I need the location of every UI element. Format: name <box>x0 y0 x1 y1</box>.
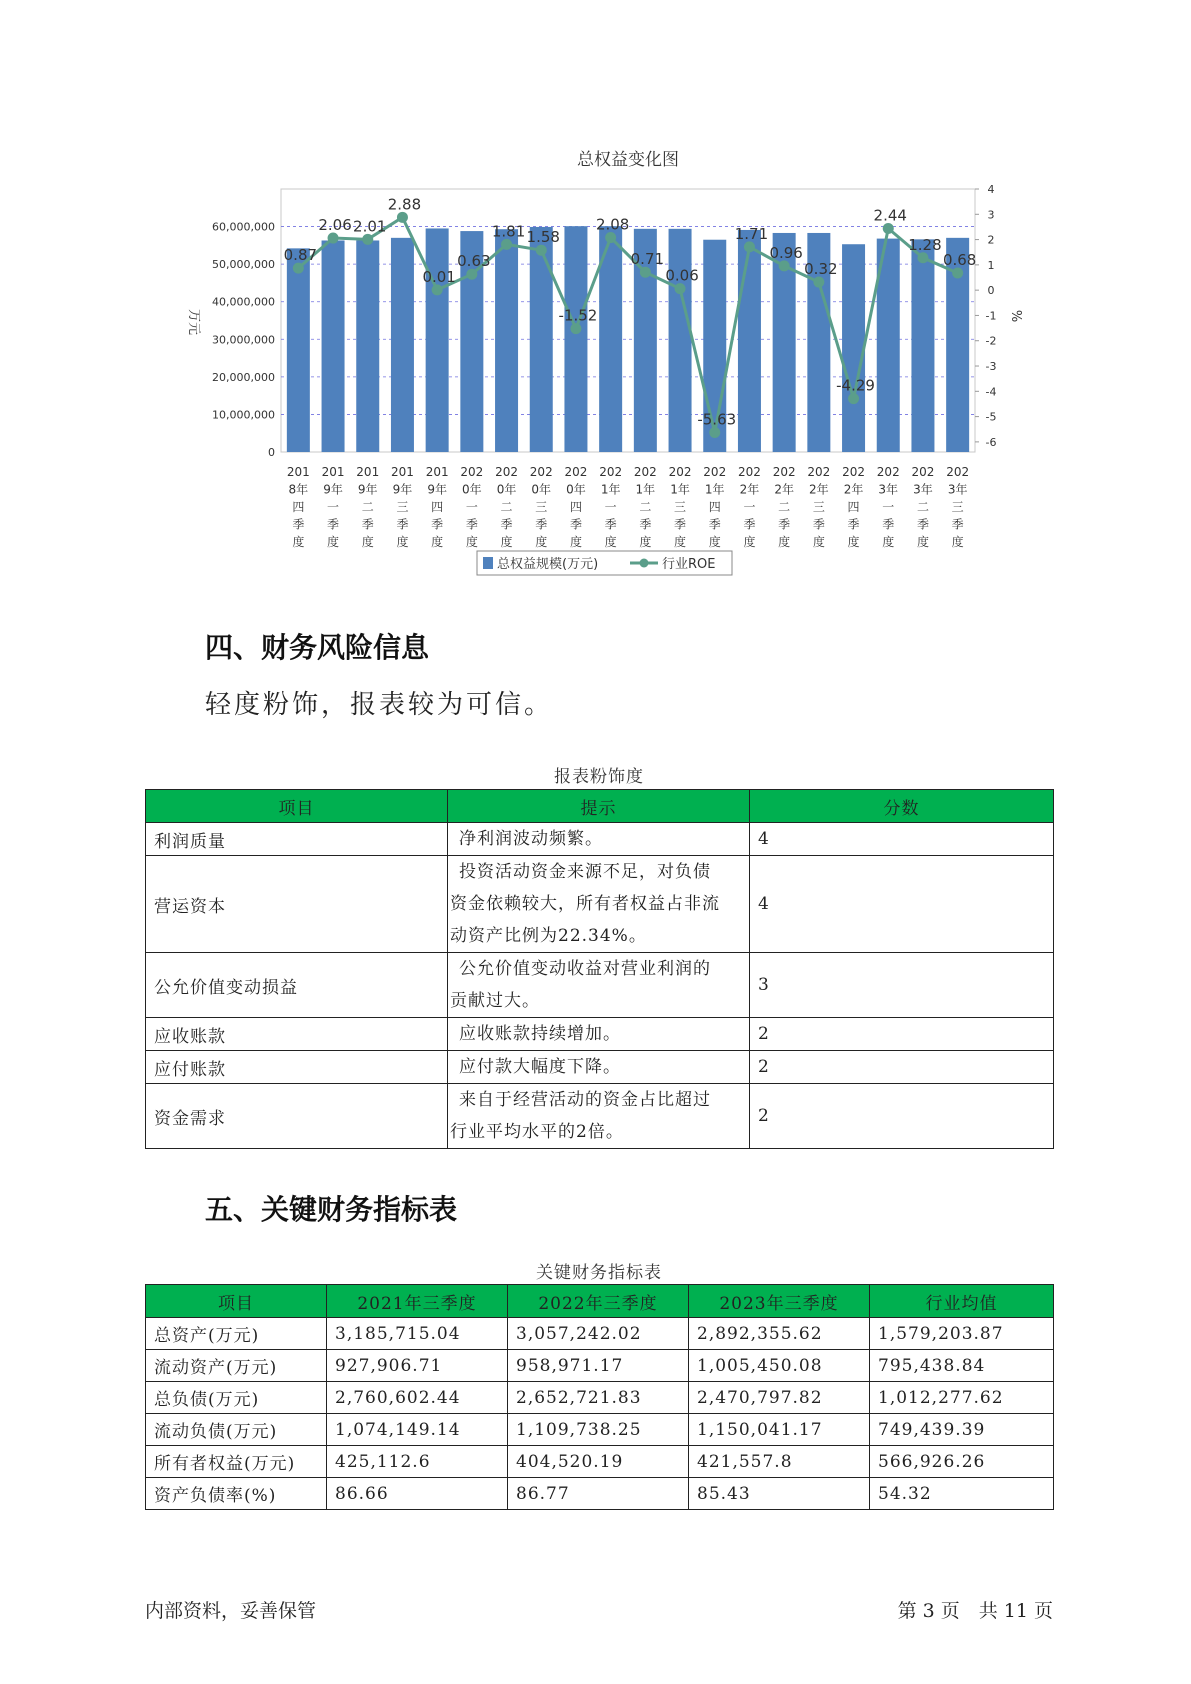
x-tick-label: 202 <box>564 465 588 479</box>
roe-data-label: -4.29 <box>836 376 875 395</box>
roe-point <box>952 267 963 278</box>
risk-table-header-row <box>146 790 1054 823</box>
x-tick-label: 3年 <box>913 482 933 497</box>
equity-bar <box>564 226 587 452</box>
roe-data-label: 0.87 <box>283 246 318 265</box>
metrics-value-cell: 958,971.17 <box>508 1350 689 1382</box>
risk-hint-line: 投资活动资金来源不足，对负债 <box>459 862 711 882</box>
metrics-value-cell: 3,185,715.04 <box>327 1318 508 1350</box>
risk-hint-line: 动资产比例为22.34%。 <box>450 926 647 946</box>
risk-item-cell: 应付账款 <box>146 1051 448 1084</box>
roe-point <box>328 233 339 244</box>
x-tick-label: 四 <box>292 500 305 514</box>
x-tick-label: 202 <box>495 465 519 479</box>
x-tick-label: 二 <box>361 500 374 514</box>
x-tick-label: 202 <box>633 465 657 479</box>
risk-table-caption: 报表粉饰度 <box>554 767 644 787</box>
metrics-table-row <box>146 1478 1054 1510</box>
metrics-value-cell: 1,579,203.87 <box>870 1318 1054 1350</box>
metrics-header-industry-avg: 行业均值 <box>870 1285 1054 1318</box>
roe-data-label: 0.68 <box>942 250 977 269</box>
metrics-value-cell: 421,557.8 <box>689 1446 870 1478</box>
x-tick-label: 1年 <box>670 482 690 497</box>
risk-table <box>145 789 1054 1149</box>
x-tick-label: 季 <box>431 517 444 532</box>
x-tick-label: 季 <box>604 517 617 532</box>
equity-bar <box>391 238 414 452</box>
roe-data-label: 2.44 <box>873 206 907 225</box>
y2-tick-label: 4 <box>987 183 995 196</box>
x-tick-label: 1年 <box>600 482 621 497</box>
x-tick-label: 三 <box>812 500 825 514</box>
section5-heading: 五、关键财务指标表 <box>205 1193 458 1226</box>
risk-hint-line: 行业平均水平的2倍。 <box>450 1122 624 1142</box>
x-tick-label: 度 <box>812 535 825 549</box>
x-tick-label: 二 <box>778 500 791 514</box>
equity-bar <box>495 229 518 452</box>
x-tick-label: 202 <box>842 465 866 479</box>
x-tick-label: 季 <box>361 517 374 532</box>
roe-data-label: 0.96 <box>769 243 803 262</box>
roe-point <box>466 269 477 280</box>
y2-tick-label: -5 <box>985 410 997 424</box>
x-tick-label: 季 <box>847 517 860 532</box>
metrics-item-cell: 流动资产(万元) <box>146 1350 327 1382</box>
roe-data-label: 2.06 <box>318 216 352 235</box>
y-tick-label: 0 <box>268 446 275 459</box>
x-tick-label: 202 <box>876 465 900 479</box>
y2-axis-title: % <box>1008 309 1023 323</box>
metrics-value-cell: 927,906.71 <box>327 1350 508 1382</box>
y2-tick-label: -3 <box>985 360 997 374</box>
x-tick-label: 二 <box>916 500 929 514</box>
x-tick-label: 季 <box>569 517 582 532</box>
x-tick-label: 一 <box>465 500 478 514</box>
y2-tick-label: -2 <box>985 334 997 348</box>
roe-data-label: 0.06 <box>665 266 699 285</box>
equity-bar <box>426 228 449 452</box>
risk-item-cell: 应收账款 <box>146 1018 448 1051</box>
x-tick-label: 度 <box>431 535 444 549</box>
roe-point <box>570 323 581 334</box>
x-tick-label: 202 <box>668 465 692 479</box>
x-tick-label: 季 <box>674 517 687 532</box>
roe-point <box>397 212 408 223</box>
risk-table-row <box>146 856 1054 953</box>
metrics-table-row <box>146 1350 1054 1382</box>
x-tick-label: 度 <box>778 535 791 549</box>
x-tick-label: 202 <box>772 465 796 479</box>
equity-bar <box>356 240 379 452</box>
x-tick-label: 2年 <box>809 482 829 497</box>
risk-score-cell: 4 <box>750 823 1054 856</box>
risk-table-body <box>146 823 1054 1149</box>
equity-bar <box>322 240 345 452</box>
x-tick-label: 一 <box>327 500 340 514</box>
roe-point <box>848 393 859 404</box>
roe-point <box>362 234 373 245</box>
x-tick-label: 度 <box>639 535 652 549</box>
risk-score-cell: 4 <box>750 856 1054 953</box>
risk-header-item: 项目 <box>146 790 448 823</box>
x-tick-label: 四 <box>708 500 721 514</box>
roe-point <box>501 239 512 250</box>
metrics-table-row <box>146 1414 1054 1446</box>
section4-summary: 轻度粉饰，报表较为可信。 <box>205 690 554 720</box>
risk-hint-cell <box>448 1084 750 1149</box>
metrics-value-cell: 1,012,277.62 <box>870 1382 1054 1414</box>
x-tick-label: 2年 <box>843 482 864 497</box>
risk-hint-cell <box>448 1018 750 1051</box>
x-tick-label: 201 <box>356 465 380 479</box>
x-tick-label: 度 <box>327 535 340 549</box>
x-tick-label: 度 <box>916 535 929 549</box>
risk-item-cell: 公允价值变动损益 <box>146 953 448 1018</box>
legend-label-equity: 总权益规模(万元) <box>497 557 599 572</box>
roe-point <box>883 223 894 234</box>
roe-data-label: 1.28 <box>908 235 942 254</box>
x-tick-label: 度 <box>951 535 964 549</box>
roe-data-label: 0.63 <box>457 252 491 271</box>
roe-data-label: -5.63 <box>697 410 737 429</box>
roe-data-label: 2.88 <box>387 195 422 214</box>
metrics-value-cell: 2,652,721.83 <box>508 1382 689 1414</box>
risk-hint-cell <box>448 953 750 1018</box>
x-tick-label: 季 <box>500 517 513 532</box>
footer-page-number: 第 3 页 共 11 页 <box>897 1600 1053 1622</box>
x-tick-label: 度 <box>535 535 548 549</box>
x-tick-label: 季 <box>465 517 478 532</box>
roe-point <box>779 260 790 271</box>
y2-tick-label: 2 <box>987 233 995 247</box>
x-tick-label: 季 <box>812 517 825 532</box>
metrics-value-cell: 1,150,041.17 <box>689 1414 870 1446</box>
risk-hint-line: 应付款大幅度下降。 <box>459 1057 621 1077</box>
x-tick-label: 四 <box>847 500 860 514</box>
roe-data-label: 0.32 <box>804 260 838 279</box>
roe-point <box>432 284 443 295</box>
risk-table-row <box>146 953 1054 1018</box>
risk-hint-cell <box>448 823 750 856</box>
x-tick-label: 度 <box>396 535 409 549</box>
metrics-value-cell: 795,438.84 <box>870 1350 1054 1382</box>
x-tick-label: 1年 <box>635 482 656 497</box>
roe-data-label: 0.71 <box>630 250 665 269</box>
roe-data-label: 0.01 <box>422 267 456 286</box>
roe-data-label: 1.58 <box>526 228 560 247</box>
x-tick-label: 季 <box>639 517 652 532</box>
roe-point <box>293 263 304 274</box>
x-tick-label: 201 <box>286 465 310 479</box>
x-tick-label: 201 <box>390 465 414 479</box>
roe-data-label: -1.52 <box>558 306 598 325</box>
x-tick-label: 度 <box>708 535 721 549</box>
x-tick-label: 9年 <box>392 482 413 497</box>
metrics-value-cell: 1,005,450.08 <box>689 1350 870 1382</box>
roe-data-label: 2.01 <box>353 217 387 236</box>
x-tick-label: 四 <box>569 500 582 514</box>
risk-table-row <box>146 1018 1054 1051</box>
x-tick-label: 季 <box>327 517 340 532</box>
x-tick-label: 202 <box>460 465 484 479</box>
roe-point <box>605 232 616 243</box>
metrics-value-cell: 2,470,797.82 <box>689 1382 870 1414</box>
metrics-table-header-row <box>146 1285 1054 1318</box>
y2-tick-label: 1 <box>987 258 995 272</box>
y2-tick-label: 0 <box>987 284 995 298</box>
x-tick-label: 度 <box>500 535 513 549</box>
y-tick-label: 50,000,000 <box>212 258 275 272</box>
x-tick-label: 0年 <box>496 482 517 497</box>
x-tick-label: 三 <box>535 500 548 514</box>
risk-hint-line: 应收账款持续增加。 <box>459 1024 621 1044</box>
x-tick-label: 三 <box>674 500 687 514</box>
metrics-value-cell: 54.32 <box>870 1478 1054 1510</box>
risk-item-cell: 资金需求 <box>146 1084 448 1149</box>
risk-hint-line: 来自于经营活动的资金占比超过 <box>459 1090 711 1110</box>
y-tick-label: 20,000,000 <box>212 370 275 384</box>
metrics-table-row <box>146 1318 1054 1350</box>
metrics-header-2023q3: 2023年三季度 <box>689 1285 870 1318</box>
x-tick-label: 202 <box>599 465 623 479</box>
x-tick-label: 202 <box>911 465 935 479</box>
x-tick-label: 四 <box>431 500 444 514</box>
x-tick-label: 度 <box>882 535 895 549</box>
roe-point <box>675 283 686 294</box>
x-tick-label: 202 <box>529 465 553 479</box>
metrics-value-cell: 2,892,355.62 <box>689 1318 870 1350</box>
risk-hint-line: 公允价值变动收益对营业利润的 <box>459 959 711 979</box>
metrics-value-cell: 1,109,738.25 <box>508 1414 689 1446</box>
x-tick-label: 季 <box>916 517 929 532</box>
metrics-table-row <box>146 1446 1054 1478</box>
x-tick-label: 0年 <box>531 482 552 497</box>
x-tick-label: 季 <box>292 517 305 532</box>
y2-tick-label: 3 <box>987 208 995 222</box>
x-tick-label: 0年 <box>462 482 482 497</box>
x-tick-label: 一 <box>604 500 617 514</box>
metrics-value-cell: 566,926.26 <box>870 1446 1054 1478</box>
x-tick-label: 三 <box>396 500 409 514</box>
equity-bar <box>287 248 310 452</box>
metrics-header-2021q3: 2021年三季度 <box>327 1285 508 1318</box>
metrics-value-cell: 86.66 <box>327 1478 508 1510</box>
x-tick-label: 二 <box>500 500 513 514</box>
y-tick-label: 60,000,000 <box>212 220 275 234</box>
metrics-table <box>145 1284 1054 1510</box>
risk-table-row <box>146 1051 1054 1084</box>
x-tick-label: 0年 <box>566 482 586 497</box>
legend-label-roe: 行业ROE <box>662 557 716 572</box>
x-tick-label: 季 <box>743 517 756 532</box>
x-tick-label: 一 <box>882 500 895 514</box>
chart-title: 总权益变化图 <box>577 150 679 170</box>
risk-table-row <box>146 1084 1054 1149</box>
x-tick-label: 度 <box>847 535 860 549</box>
risk-hint-cell <box>448 1051 750 1084</box>
risk-item-cell: 营运资本 <box>146 856 448 953</box>
risk-header-score: 分数 <box>750 790 1054 823</box>
x-tick-label: 度 <box>465 535 478 549</box>
y-axis-title: 万元 <box>186 308 201 336</box>
x-tick-label: 202 <box>946 465 970 479</box>
metrics-header-item: 项目 <box>146 1285 327 1318</box>
y2-tick-label: -6 <box>985 435 997 449</box>
x-tick-label: 季 <box>708 517 721 532</box>
footer-confidential: 内部资料，妥善保管 <box>145 1600 317 1622</box>
roe-data-label: 1.71 <box>734 224 769 243</box>
x-tick-label: 3年 <box>947 482 968 497</box>
roe-point <box>536 245 547 256</box>
metrics-value-cell: 404,520.19 <box>508 1446 689 1478</box>
x-tick-label: 202 <box>807 465 831 479</box>
risk-hint-line: 净利润波动频繁。 <box>459 829 603 849</box>
y2-tick-label: -1 <box>985 309 997 323</box>
metrics-item-cell: 所有者权益(万元) <box>146 1446 327 1478</box>
risk-hint-line: 贡献过大。 <box>450 991 540 1011</box>
x-tick-label: 度 <box>361 535 374 549</box>
metrics-header-2022q3: 2022年三季度 <box>508 1285 689 1318</box>
metrics-value-cell: 85.43 <box>689 1478 870 1510</box>
x-tick-label: 3年 <box>878 482 899 497</box>
x-tick-label: 季 <box>951 517 964 532</box>
metrics-item-cell: 流动负债(万元) <box>146 1414 327 1446</box>
x-tick-label: 度 <box>292 535 305 549</box>
x-tick-label: 度 <box>743 535 756 549</box>
risk-table-row <box>146 823 1054 856</box>
risk-item-cell: 利润质量 <box>146 823 448 856</box>
equity-chart <box>0 0 1191 600</box>
roe-data-label: 2.08 <box>595 215 630 234</box>
x-tick-label: 度 <box>604 535 617 549</box>
metrics-table-caption: 关键财务指标表 <box>536 1263 662 1283</box>
risk-header-hint: 提示 <box>448 790 750 823</box>
legend-swatch-roe-point <box>640 559 649 568</box>
y-tick-label: 40,000,000 <box>212 295 275 309</box>
x-tick-label: 度 <box>569 535 582 549</box>
x-tick-label: 一 <box>743 500 756 514</box>
roe-data-label: 1.81 <box>491 222 526 241</box>
x-tick-label: 201 <box>425 465 449 479</box>
x-tick-label: 季 <box>778 517 791 532</box>
x-tick-label: 季 <box>535 517 548 532</box>
x-tick-label: 9年 <box>427 482 447 497</box>
x-tick-label: 201 <box>321 465 345 479</box>
equity-chart-svg <box>0 0 1191 600</box>
risk-score-cell: 2 <box>750 1084 1054 1149</box>
x-tick-label: 季 <box>396 517 409 532</box>
metrics-value-cell: 86.77 <box>508 1478 689 1510</box>
x-tick-label: 三 <box>951 500 964 514</box>
metrics-value-cell: 1,074,149.14 <box>327 1414 508 1446</box>
risk-hint-cell <box>448 856 750 953</box>
equity-bar <box>738 230 761 452</box>
y-tick-label: 10,000,000 <box>212 408 275 422</box>
x-tick-label: 二 <box>639 500 652 514</box>
equity-bar <box>530 227 553 452</box>
metrics-value-cell: 3,057,242.02 <box>508 1318 689 1350</box>
x-tick-label: 季 <box>882 517 895 532</box>
x-tick-label: 1年 <box>704 482 725 497</box>
roe-point <box>640 267 651 278</box>
risk-score-cell: 2 <box>750 1018 1054 1051</box>
metrics-value-cell: 425,112.6 <box>327 1446 508 1478</box>
x-tick-label: 9年 <box>323 482 343 497</box>
risk-score-cell: 2 <box>750 1051 1054 1084</box>
x-tick-label: 2年 <box>739 482 760 497</box>
x-tick-label: 8年 <box>288 482 309 497</box>
roe-point <box>709 427 720 438</box>
metrics-table-row <box>146 1382 1054 1414</box>
y-tick-label: 30,000,000 <box>212 333 275 347</box>
equity-bar <box>911 239 934 452</box>
risk-score-cell: 3 <box>750 953 1054 1018</box>
equity-bar <box>842 244 865 452</box>
metrics-item-cell: 总资产(万元) <box>146 1318 327 1350</box>
y2-tick-label: -4 <box>985 385 997 399</box>
metrics-table-body <box>146 1318 1054 1510</box>
legend-swatch-equity <box>483 557 493 569</box>
x-tick-label: 度 <box>674 535 687 549</box>
roe-point <box>744 241 755 252</box>
roe-point <box>813 277 824 288</box>
x-tick-label: 202 <box>737 465 761 479</box>
metrics-item-cell: 资产负债率(%) <box>146 1478 327 1510</box>
metrics-value-cell: 749,439.39 <box>870 1414 1054 1446</box>
section4-heading: 四、财务风险信息 <box>205 631 430 664</box>
metrics-value-cell: 2,760,602.44 <box>327 1382 508 1414</box>
metrics-item-cell: 总负债(万元) <box>146 1382 327 1414</box>
equity-bar <box>669 229 692 452</box>
x-tick-label: 2年 <box>774 482 794 497</box>
x-tick-label: 202 <box>703 465 727 479</box>
risk-hint-line: 资金依赖较大，所有者权益占非流 <box>450 894 720 914</box>
roe-point <box>917 252 928 263</box>
x-tick-label: 9年 <box>357 482 378 497</box>
